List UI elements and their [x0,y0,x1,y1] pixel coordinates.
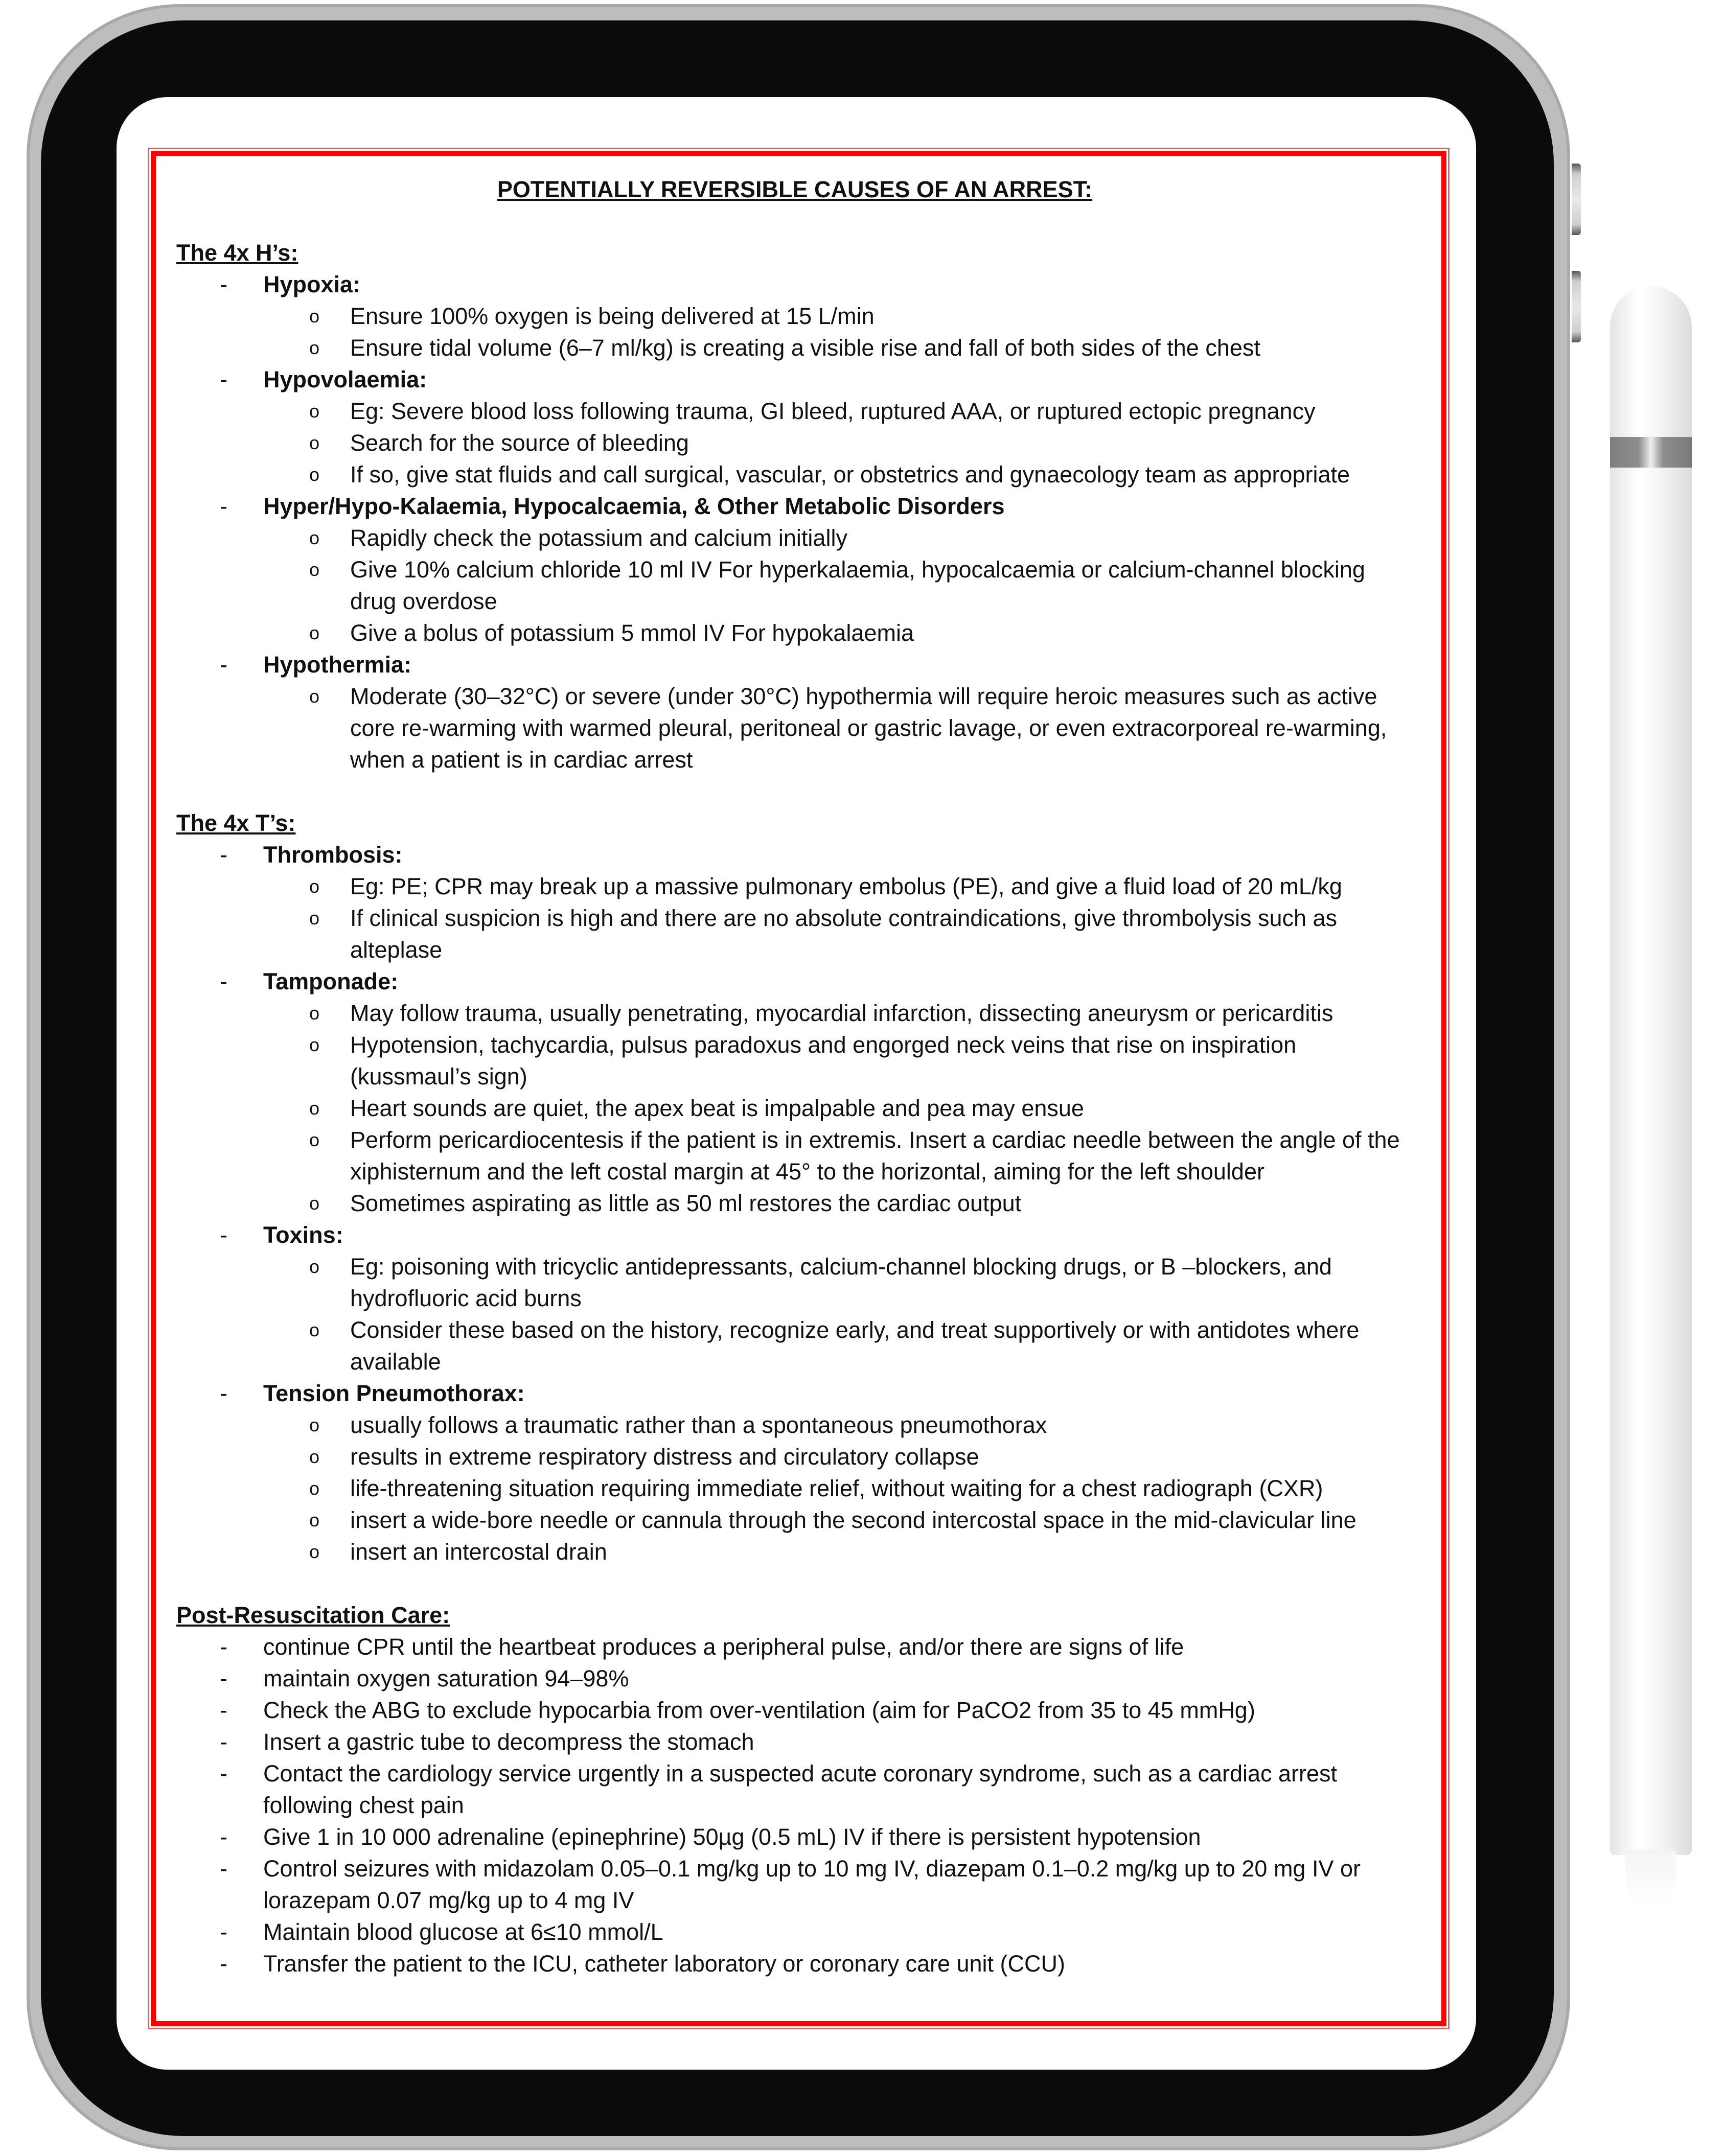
circle-bullet-icon: o [309,1098,320,1119]
dash-bullet-icon: - [220,1697,227,1723]
post-care-text: Insert a gastric tube to decompress the stomach [263,1729,754,1755]
cause-item [176,364,1413,491]
detail-text: Ensure 100% oxygen is being delivered at 15 L/min [350,303,875,329]
circle-bullet-icon: o [309,559,320,580]
post-care-item [176,1916,1413,1948]
detail-text: results in extreme respiratory distress and circulatory collapse [350,1444,979,1470]
post-care-item [176,1948,1413,1980]
cause-item [176,1219,1413,1378]
detail-item [263,871,1413,902]
section [176,807,1413,1568]
circle-bullet-icon: o [309,527,320,548]
detail-item [263,396,1413,427]
post-care-item [176,1821,1413,1853]
circle-bullet-icon: o [309,337,320,358]
detail-text: Hypotension, tachycardia, pulsus paradoxus and engorged neck veins that rise on inspiration (kussmaul’s sign) [350,1032,1297,1089]
section-heading: Post-Resuscitation Care: [176,1602,450,1628]
dash-bullet-icon: - [220,1824,227,1850]
cause-list [176,269,1413,776]
volume-down-button [1572,271,1581,342]
detail-item [263,1504,1413,1536]
cause-item [176,649,1413,776]
detail-item [263,459,1413,491]
detail-item [263,1536,1413,1568]
detail-item [263,427,1413,459]
document-title: POTENTIALLY REVERSIBLE CAUSES OF AN ARREST: [497,176,1093,202]
cause-item [176,839,1413,966]
cause-heading: Hypothermia: [263,652,412,678]
detail-item [263,1093,1413,1124]
dash-bullet-icon: - [220,968,227,994]
detail-item [263,1029,1413,1093]
circle-bullet-icon: o [309,1256,320,1277]
circle-bullet-icon: o [309,1193,320,1214]
detail-item [263,902,1413,966]
post-care-list [176,1631,1413,1980]
section-heading: The 4x H’s: [176,240,298,266]
detail-text: Perform pericardiocentesis if the patient is in extremis. Insert a cardiac needle between the angle of the xiphisternum and the left costal margin at 45° to the horizontal, aiming for the left shoulder [350,1127,1400,1185]
circle-bullet-icon: o [309,622,320,643]
cause-item [176,491,1413,649]
detail-text: If so, give stat fluids and call surgical, vascular, or obstetrics and gynaecology team as appropriate [350,461,1350,488]
detail-list [263,871,1413,966]
detail-text: Eg: Severe blood loss following trauma, GI bleed, ruptured AAA, or ruptured ectopic pregnancy [350,398,1316,424]
circle-bullet-icon: o [309,1034,320,1055]
detail-item [263,1124,1413,1188]
dash-bullet-icon: - [220,1634,227,1660]
detail-text: May follow trauma, usually penetrating, myocardial infarction, dissecting aneurysm or pericarditis [350,1000,1333,1026]
detail-text: insert a wide-bore needle or cannula through the second intercostal space in the mid-clavicular line [350,1507,1356,1533]
detail-text: life-threatening situation requiring immediate relief, without waiting for a chest radiograph (CXR) [350,1475,1323,1501]
detail-list [263,998,1413,1219]
dash-bullet-icon: - [220,1380,227,1406]
stylus-pencil [1610,286,1692,1855]
detail-item [263,1188,1413,1219]
detail-text: Rapidly check the potassium and calcium initially [350,525,847,551]
detail-item [263,617,1413,649]
detail-item [263,1473,1413,1504]
dash-bullet-icon: - [220,1729,227,1755]
dash-bullet-icon: - [220,493,227,519]
dash-bullet-icon: - [220,1919,227,1945]
post-care-item [176,1726,1413,1758]
circle-bullet-icon: o [309,464,320,485]
detail-item [263,1251,1413,1314]
circle-bullet-icon: o [309,908,320,929]
post-care-text: Maintain blood glucose at 6≤10 mmol/L [263,1919,663,1945]
circle-bullet-icon: o [309,1446,320,1467]
cause-item [176,269,1413,364]
stylus-tip [1625,1850,1676,1906]
detail-text: If clinical suspicion is high and there are no absolute contraindications, give thrombolysis such as alteplase [350,905,1338,963]
detail-list [263,522,1413,649]
detail-item [263,332,1413,364]
detail-text: Sometimes aspirating as little as 50 ml restores the cardiac output [350,1190,1022,1216]
detail-text: insert an intercostal drain [350,1539,607,1565]
dash-bullet-icon: - [220,1760,227,1787]
cause-heading: Hyper/Hypo-Kalaemia, Hypocalcaemia, & Other Metabolic Disorders [263,493,1005,519]
circle-bullet-icon: o [309,1510,320,1531]
document-page [176,174,1413,2011]
dash-bullet-icon: - [220,842,227,868]
circle-bullet-icon: o [309,1003,320,1024]
detail-item [263,1314,1413,1378]
detail-item [263,1441,1413,1473]
detail-text: Search for the source of bleeding [350,430,689,456]
dash-bullet-icon: - [220,1951,227,1977]
post-care-item [176,1853,1413,1916]
stylus-band [1610,437,1692,468]
detail-text: Give a bolus of potassium 5 mmol IV For hypokalaemia [350,620,914,646]
circle-bullet-icon: o [309,401,320,422]
circle-bullet-icon: o [309,1319,320,1340]
post-care-section [176,1599,1413,1980]
dash-bullet-icon: - [220,271,227,297]
post-care-text: Transfer the patient to the ICU, catheter laboratory or coronary care unit (CCU) [263,1951,1066,1977]
cause-heading: Toxins: [263,1222,343,1248]
circle-bullet-icon: o [309,306,320,327]
post-care-text: Check the ABG to exclude hypocarbia from over-ventilation (aim for PaCO2 from 35 to 45 mmHg) [263,1697,1255,1723]
circle-bullet-icon: o [309,1129,320,1150]
detail-text: Eg: PE; CPR may break up a massive pulmonary embolus (PE), and give a fluid load of 20 mL/kg [350,873,1342,899]
detail-list [263,1251,1413,1378]
dash-bullet-icon: - [220,1222,227,1248]
post-care-text: continue CPR until the heartbeat produces a peripheral pulse, and/or there are signs of life [263,1634,1184,1660]
cause-heading: Tension Pneumothorax: [263,1380,525,1406]
section-heading: The 4x T’s: [176,810,296,836]
cause-item [176,1378,1413,1568]
detail-text: Eg: poisoning with tricyclic antidepressants, calcium-channel blocking drugs, or B –blockers, and hydrofluoric acid burns [350,1254,1332,1311]
dash-bullet-icon: - [220,1856,227,1882]
post-care-text: Control seizures with midazolam 0.05–0.1 mg/kg up to 10 mg IV, diazepam 0.1–0.2 mg/kg up to 20 mg IV or lorazepam 0.07 mg/kg up to 4 mg IV [263,1856,1361,1913]
circle-bullet-icon: o [309,1415,320,1435]
detail-item [263,300,1413,332]
volume-up-button [1572,164,1581,235]
detail-list [263,300,1413,364]
dash-bullet-icon: - [220,366,227,392]
dash-bullet-icon: - [220,652,227,678]
cause-heading: Hypovolaemia: [263,366,427,392]
detail-text: Heart sounds are quiet, the apex beat is impalpable and pea may ensue [350,1095,1084,1121]
detail-list [263,681,1413,776]
post-care-item [176,1631,1413,1663]
circle-bullet-icon: o [309,876,320,897]
post-care-text: Contact the cardiology service urgently in a suspected acute coronary syndrome, such as a cardiac arrest following chest pain [263,1760,1338,1818]
circle-bullet-icon: o [309,1541,320,1562]
cause-list [176,839,1413,1568]
cause-heading: Tamponade: [263,968,399,994]
post-care-item [176,1758,1413,1821]
detail-item [263,681,1413,776]
post-care-text: maintain oxygen saturation 94–98% [263,1665,629,1691]
detail-list [263,396,1413,491]
cause-heading: Thrombosis: [263,842,403,868]
sections-container [176,237,1413,1568]
dash-bullet-icon: - [220,1665,227,1691]
circle-bullet-icon: o [309,686,320,707]
section [176,237,1413,776]
post-care-text: Give 1 in 10 000 adrenaline (epinephrine) 50µg (0.5 mL) IV if there is persistent hypotension [263,1824,1201,1850]
detail-item [263,522,1413,554]
detail-text: usually follows a traumatic rather than a spontaneous pneumothorax [350,1412,1047,1438]
detail-item [263,554,1413,617]
cause-heading: Hypoxia: [263,271,361,297]
cause-item [176,966,1413,1219]
detail-text: Ensure tidal volume (6–7 ml/kg) is creating a visible rise and fall of both sides of the chest [350,335,1260,361]
circle-bullet-icon: o [309,432,320,453]
detail-item [263,998,1413,1029]
detail-text: Consider these based on the history, recognize early, and treat supportively or with antidotes where available [350,1317,1360,1375]
post-care-item [176,1695,1413,1726]
detail-text: Moderate (30–32°C) or severe (under 30°C) hypothermia will require heroic measures such as active core re-warming with warmed pleural, peritoneal or gastric lavage, or even extracorporeal re-warming, when a patient is in cardiac arrest [350,683,1387,773]
circle-bullet-icon: o [309,1478,320,1499]
detail-item [263,1409,1413,1441]
detail-text: Give 10% calcium chloride 10 ml IV For hyperkalaemia, hypocalcaemia or calcium-channel blocking drug overdose [350,557,1365,614]
detail-list [263,1409,1413,1568]
post-care-item [176,1663,1413,1695]
